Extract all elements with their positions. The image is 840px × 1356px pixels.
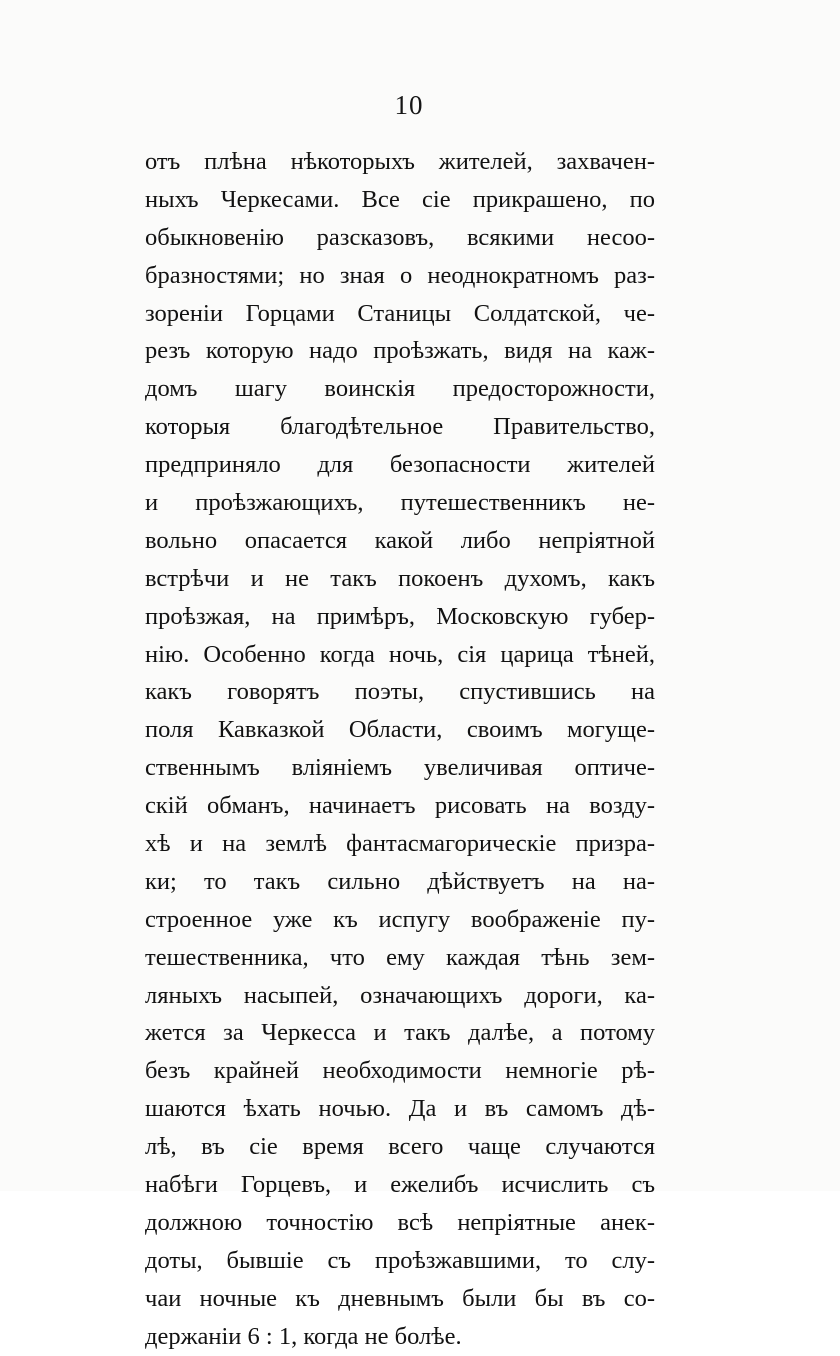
text-line: и проѣзжающихъ, путешественникъ не- xyxy=(145,489,655,517)
text-line: скій обманъ, начинаетъ рисовать на возду- xyxy=(145,792,655,820)
text-line: нію. Особенно когда ночь, сія царица тѣней, xyxy=(145,640,655,668)
text-line: строенное уже къ испугу воображеніе пу- xyxy=(145,905,655,933)
text-line: ныхъ Черкесами. Все сіе прикрашено, по xyxy=(145,185,655,213)
text-line: предприняло для безопасности жителей xyxy=(145,451,655,479)
text-line: домъ шагу воинскія предосторожности, xyxy=(145,375,655,403)
text-line: шаются ѣхать ночью. Да и въ самомъ дѣ- xyxy=(145,1095,655,1123)
text-line: ственнымъ вліяніемъ увеличивая оптиче- xyxy=(145,754,655,782)
page-number: 10 xyxy=(394,90,424,120)
text-line: бразностями; но зная о неоднократномъ раз- xyxy=(145,261,655,289)
text-line: обыкновенію разсказовъ, всякими несоо- xyxy=(145,223,655,251)
text-line: отъ плѣна нѣкоторыхъ жителей, захвачен- xyxy=(145,148,655,175)
text-line: зореніи Горцами Станицы Солдатской, че- xyxy=(145,299,655,327)
text-line: резъ которую надо проѣзжать, видя на каж- xyxy=(145,337,655,365)
text-line: держаніи 6 : 1, когда не болѣе. xyxy=(145,1322,462,1350)
text-line: лѣ, въ сіе время всего чаще случаются xyxy=(145,1133,655,1161)
text-line: проѣзжая, на примѣръ, Московскую губер- xyxy=(145,602,655,630)
text-line: тешественника, что ему каждая тѣнь зем- xyxy=(145,943,655,971)
body-text xyxy=(145,143,655,1356)
text-line: жется за Черкесса и такъ далѣе, а потому xyxy=(145,1019,655,1047)
text-line: хѣ и на землѣ фантасмагорическіе призра- xyxy=(145,830,655,858)
text-line: поля Кавказкой Области, своимъ могуще- xyxy=(145,716,655,744)
text-line: ки; то такъ сильно дѣйствуетъ на на- xyxy=(145,867,655,895)
text-line: должною точностію всѣ непріятные анек- xyxy=(145,1208,655,1236)
text-line: ляныхъ насыпей, означающихъ дороги, ка- xyxy=(145,981,655,1009)
text-line: безъ крайней необходимости немногіе рѣ- xyxy=(145,1057,655,1085)
text-line: какъ говорятъ поэты, спустившись на xyxy=(145,678,655,706)
text-line: чаи ночные къ дневнымъ были бы въ со- xyxy=(145,1284,655,1312)
text-line: набѣги Горцевъ, и ежелибъ исчислить съ xyxy=(145,1171,655,1199)
text-line: встрѣчи и не такъ покоенъ духомъ, какъ xyxy=(145,564,655,592)
text-line: которыя благодѣтельное Правительство, xyxy=(145,413,655,441)
text-line: вольно опасается какой либо непріятной xyxy=(145,526,655,554)
text-line: доты, бывшіе съ проѣзжавшими, то слу- xyxy=(145,1246,655,1274)
